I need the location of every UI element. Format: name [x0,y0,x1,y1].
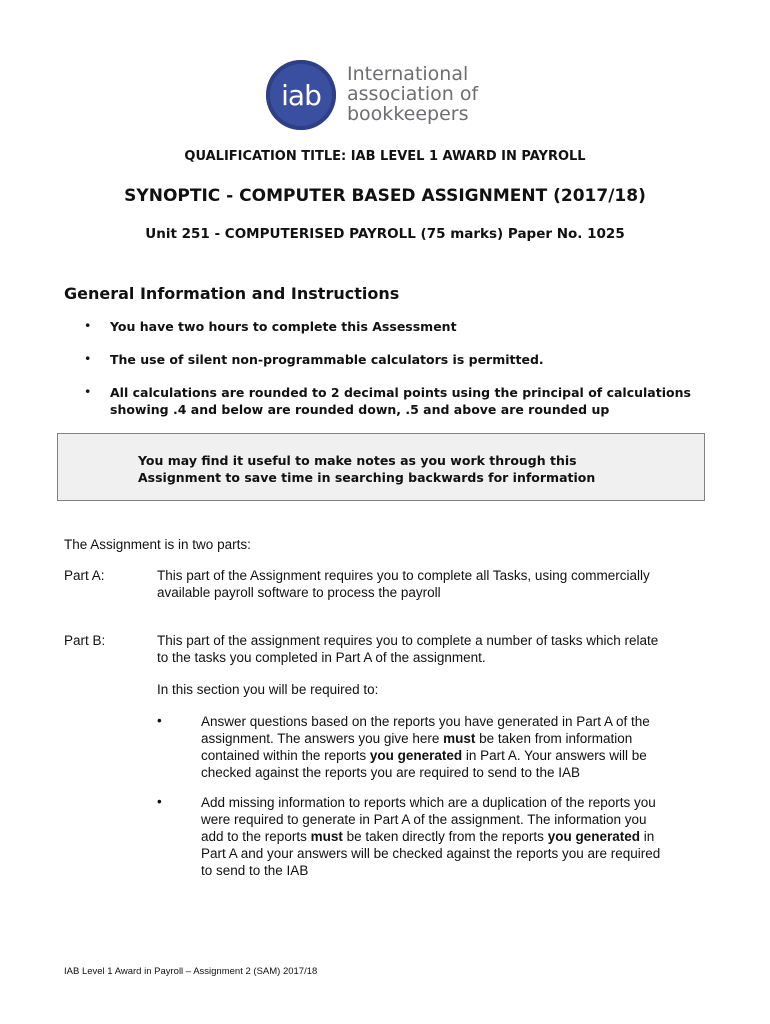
text-run: be taken directly from the reports [342,829,548,844]
logo-wordmark [347,64,478,124]
document-title: SYNOPTIC - COMPUTER BASED ASSIGNMENT (2017/18) [124,186,646,206]
text-run: in Part A. Your answers will be [462,748,647,763]
bullet-icon: • [84,318,92,333]
text-run: add to the reports [201,829,311,844]
requirement-line: Answer questions based on the reports you have generated in Part A of the [201,714,650,729]
page-footer: IAB Level 1 Award in Payroll – Assignment 2 (SAM) 2017/18 [64,966,318,977]
bullet-icon: • [84,351,92,366]
requirement-item [201,794,701,879]
part-a-label: Part A: [64,568,105,583]
text-run: assignment. The answers you give here [201,731,444,746]
notes-callout [57,433,705,501]
instruction-text: You have two hours to complete this Assessment [110,319,457,334]
part-b-description [157,632,707,666]
notes-callout-text [138,452,658,486]
requirement-item [201,713,701,781]
emphasis-text: must [310,829,343,844]
part-a-description [157,567,707,601]
requirement-line: were required to generate in Part A of the assignment. The information you [201,812,647,827]
section-intro: In this section you will be required to: [157,682,379,697]
bullet-icon: • [157,794,162,809]
part-a-line: This part of the Assignment requires you to complete all Tasks, using commercially [157,568,650,583]
instructions-heading: General Information and Instructions [64,284,400,303]
instruction-text: The use of silent non-programmable calculators is permitted. [110,352,544,367]
iab-logo [266,60,506,130]
emphasis-text: you generated [369,748,463,763]
unit-title: Unit 251 - COMPUTERISED PAYROLL (75 marks) Paper No. 1025 [145,226,625,242]
requirement-line [201,730,701,747]
requirement-line: Add missing information to reports which are a duplication of the reports you [201,795,656,810]
requirement-line: Part A and your answers will be checked against the reports you are required [201,846,661,861]
text-run: be taken from information [475,731,633,746]
logo-line-2: association of [347,83,479,105]
assignment-intro: The Assignment is in two parts: [64,537,251,552]
logo-line-3: bookkeepers [347,103,469,125]
notes-line-2: Assignment to save time in searching backwards for information [138,470,596,485]
emphasis-text: you generated [547,829,640,844]
requirement-line [201,747,701,764]
requirement-line [201,828,701,845]
requirement-line: to send to the IAB [201,863,309,878]
part-a-line: available payroll software to process the payroll [157,585,441,600]
instruction-text: All calculations are rounded to 2 decimal points using the principal of calculations showing .4 and below are rounded down, .5 and above are rounded up [110,385,691,417]
text-run: in [639,829,655,844]
part-b-line: to the tasks you completed in Part A of the assignment. [157,650,486,665]
requirement-line: checked against the reports you are required to send to the IAB [201,765,580,780]
qualification-title: QUALIFICATION TITLE: IAB LEVEL 1 AWARD IN PAYROLL [184,149,586,164]
logo-line-1: International [347,63,469,85]
notes-line-1: You may find it useful to make notes as you work through this [138,453,577,468]
bullet-icon: • [157,713,162,728]
text-run: contained within the reports [201,748,370,763]
part-b-line: This part of the assignment requires you to complete a number of tasks which relate [157,633,659,648]
part-b-label: Part B: [64,633,106,648]
emphasis-text: must [443,731,476,746]
bullet-icon: • [84,384,92,399]
logo-mark: iab [266,60,336,130]
